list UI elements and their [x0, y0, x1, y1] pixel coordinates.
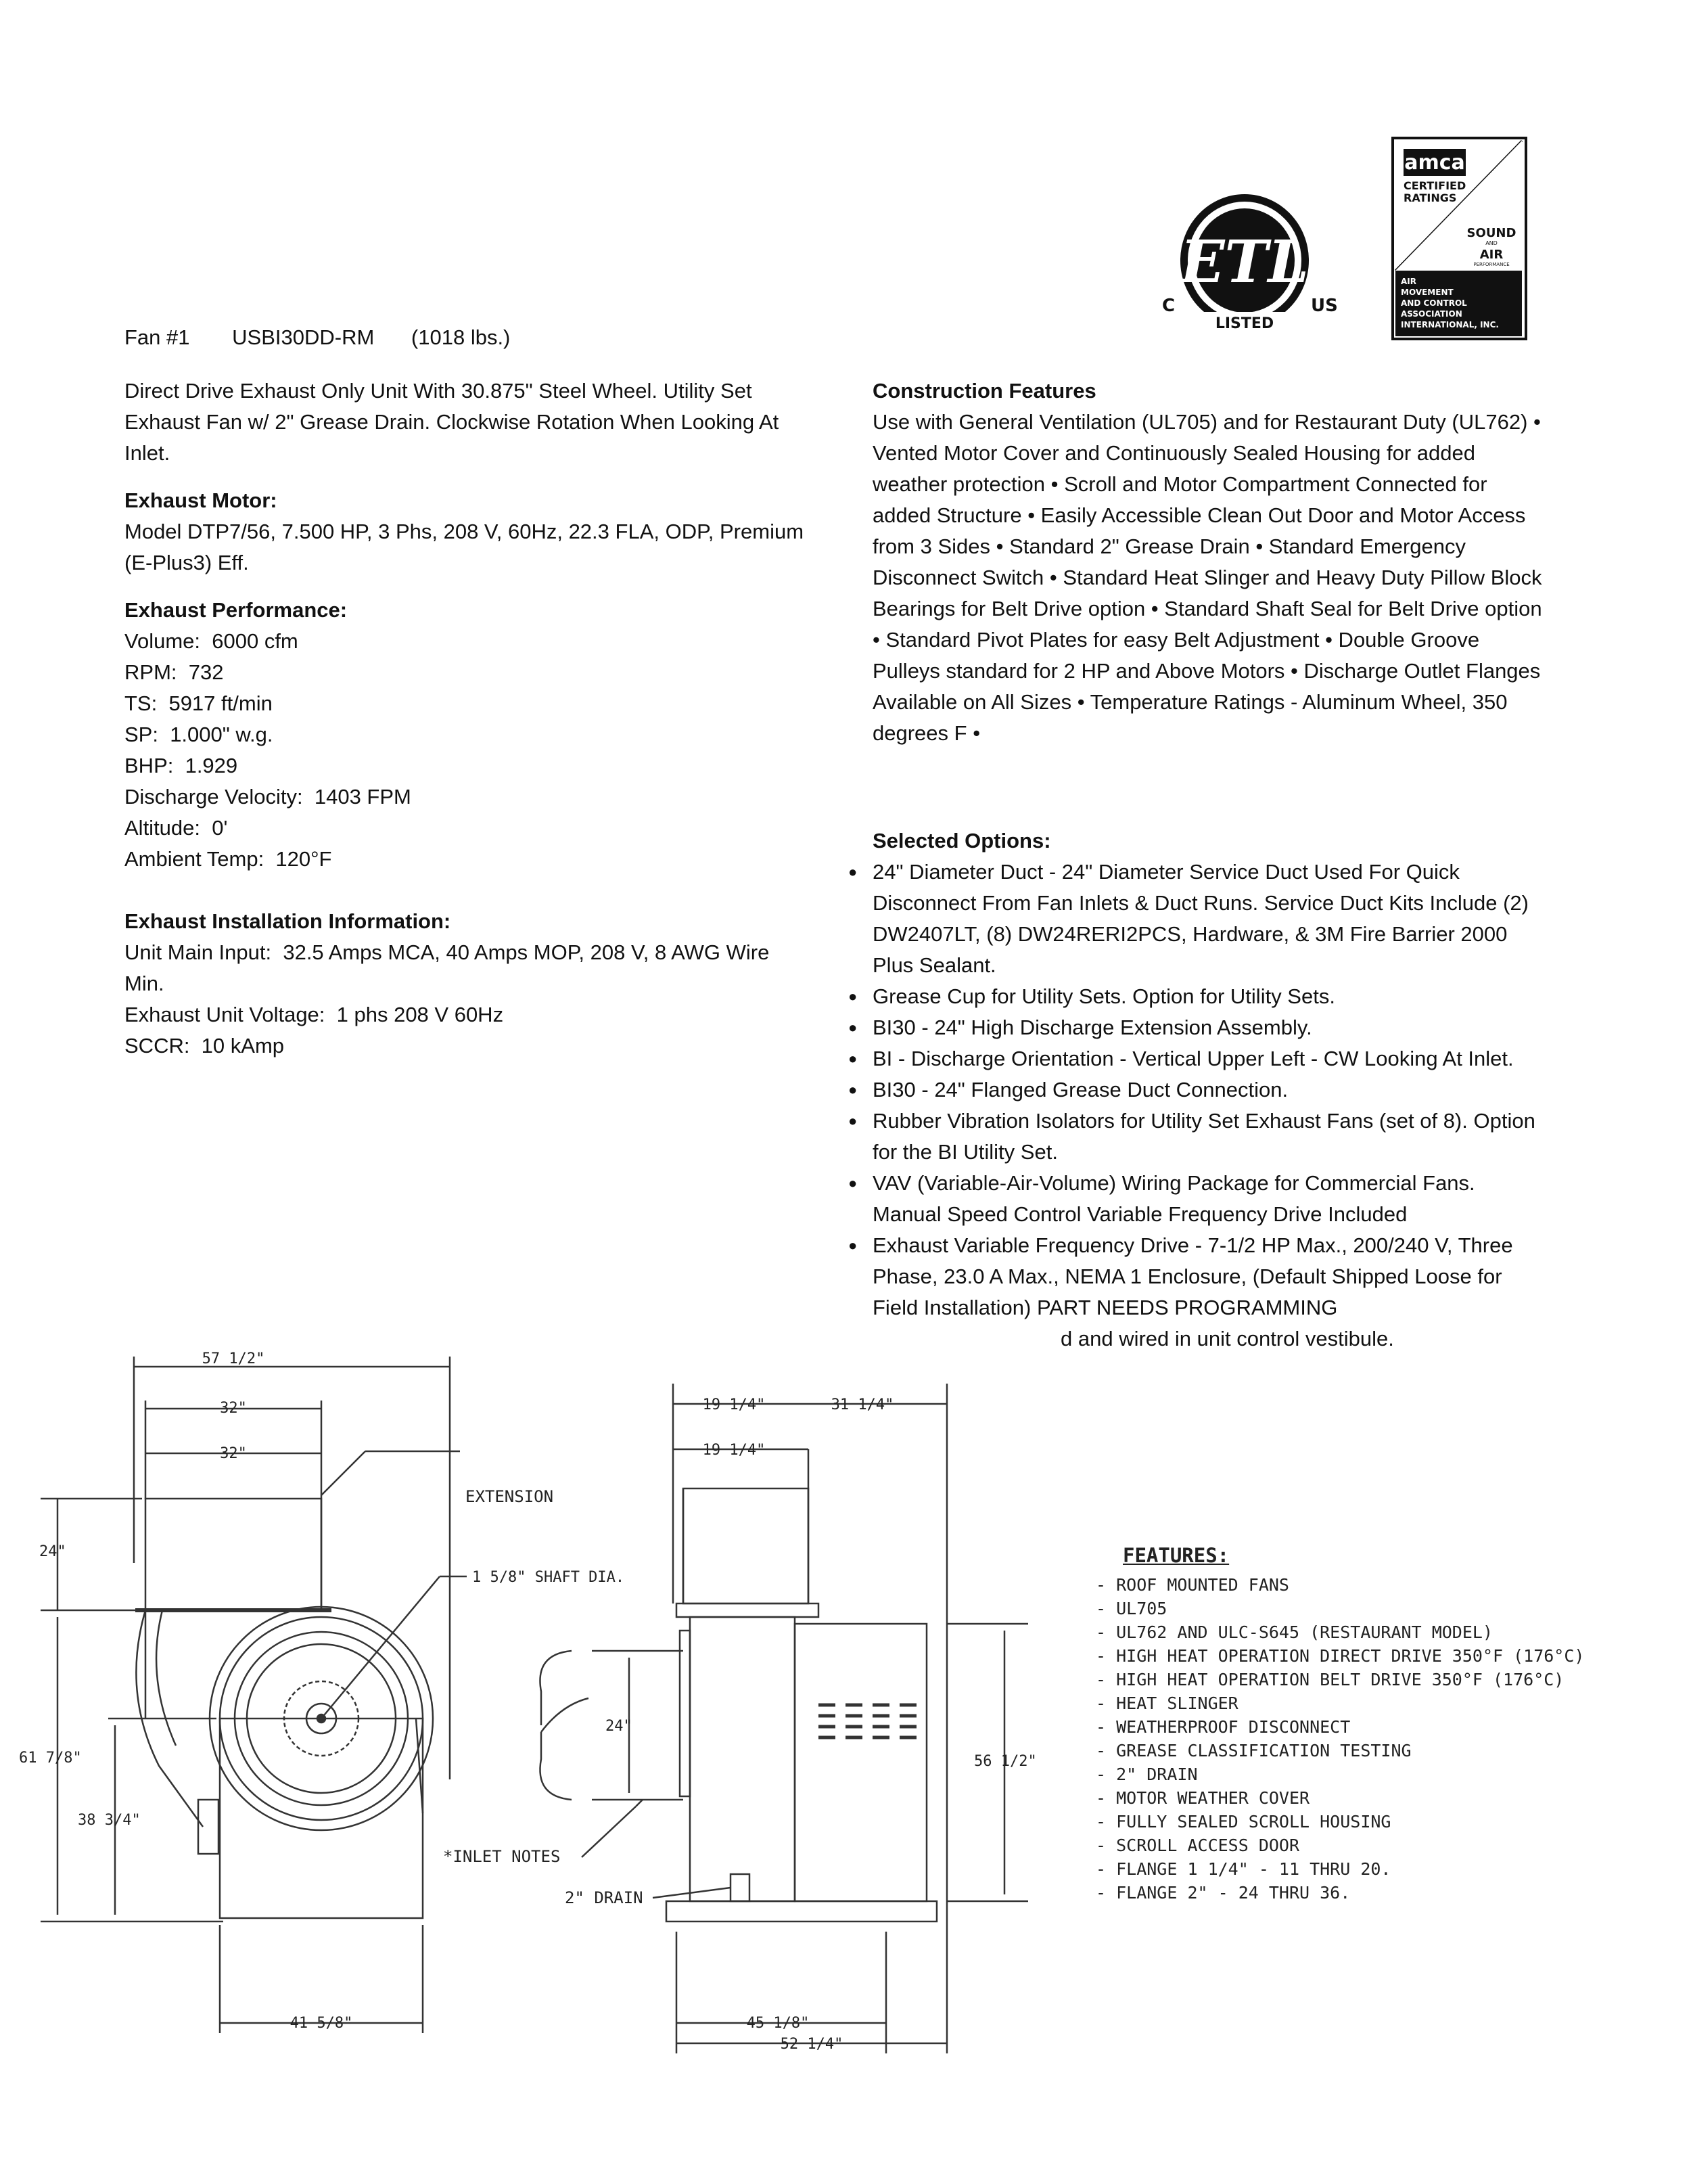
amca-air: AIR: [1479, 248, 1504, 262]
option-item: ● Exhaust Variable Frequency Drive - 7-1/2 HP Max., 200/240 V, Three Phase, 23.0 A Max., NEMA 1 Enclosure, (Default Shipped Loose for Field Installation) PART NEEDS PROGRAMMING: [873, 1230, 1549, 1323]
callout-extension: EXTENSION: [465, 1487, 554, 1506]
etl-listed-logo: [1150, 193, 1353, 342]
install-line: Exhaust Unit Voltage: 1 phs 208 V 60Hz: [124, 1003, 504, 1026]
etl-text: ETL: [1180, 228, 1310, 296]
perf-line: TS: 5917 ft/min: [124, 691, 273, 715]
dim-height-24: 24": [39, 1543, 66, 1560]
dim-side-31: 31 1/4": [831, 1396, 894, 1413]
option-item: ● Grease Cup for Utility Sets. Option for Utility Sets.: [873, 981, 1549, 1012]
option-item: ● Rubber Vibration Isolators for Utility Set Exhaust Fans (set of 8). Option for the BI Utility Set.: [873, 1106, 1549, 1168]
option-item: ● 24" Diameter Duct - 24" Diameter Service Duct Used For Quick Disconnect From Fan Inlets & Duct Runs. Service Duct Kits Include (2) DW2407LT, (8) DW24RERI2PCS, Hardware, & 3M Fire Barrier 2000 Plus Sealant.: [873, 857, 1549, 981]
feature-item: - GREASE CLASSIFICATION TESTING: [1096, 1741, 1412, 1760]
fan-model: USBI30DD-RM: [232, 325, 375, 349]
exhaust-motor-text: Model DTP7/56, 7.500 HP, 3 Phs, 208 V, 60Hz, 22.3 FLA, ODP, Premium (E-Plus3) Eff.: [124, 520, 804, 574]
fan-header: [124, 322, 510, 353]
callout-inlet-notes: *INLET NOTES: [443, 1847, 561, 1866]
perf-line: SP: 1.000" w.g.: [124, 723, 273, 746]
features-title: FEATURES:: [1123, 1544, 1230, 1567]
install-line: Unit Main Input: 32.5 Amps MCA, 40 Amps MOP, 208 V, 8 AWG Wire Min.: [124, 940, 775, 995]
feature-item: - HEAT SLINGER: [1096, 1693, 1238, 1713]
option-item: ● BI30 - 24" High Discharge Extension Assembly.: [873, 1012, 1549, 1043]
exhaust-motor-section: [124, 485, 814, 578]
perf-line: RPM: 732: [124, 660, 224, 684]
feature-item: - HIGH HEAT OPERATION BELT DRIVE 350°F (176°C): [1096, 1670, 1565, 1689]
options-list: [873, 857, 1549, 1323]
feature-item: - WEATHERPROOF DISCONNECT: [1096, 1717, 1351, 1737]
side-vents: [818, 1705, 917, 1737]
amca-assoc-1: AIR: [1401, 277, 1416, 286]
amca-ratings: RATINGS: [1404, 191, 1457, 204]
perf-line: BHP: 1.929: [124, 754, 238, 777]
amca-certified-logo: [1390, 135, 1529, 342]
feature-item: - FLANGE 2" - 24 THRU 36.: [1096, 1883, 1351, 1903]
perf-line: Discharge Velocity: 1403 FPM: [124, 785, 411, 809]
callout-shaft: 1 5/8" SHAFT DIA.: [472, 1569, 625, 1586]
exhaust-performance-heading: Exhaust Performance:: [124, 598, 348, 622]
etl-c-text: C: [1162, 296, 1176, 316]
amca-assoc-3: AND CONTROL: [1401, 298, 1467, 308]
dim-side-56: 56 1/2": [974, 1753, 1037, 1770]
perf-line: Volume: 6000 cfm: [124, 629, 298, 653]
option-item: ● VAV (Variable-Air-Volume) Wiring Package for Commercial Fans. Manual Speed Control Variable Frequency Drive Included: [873, 1168, 1549, 1230]
options-heading: Selected Options:: [873, 829, 1051, 852]
construction-heading: Construction Features: [873, 379, 1096, 403]
dim-side-19a: 19 1/4": [702, 1396, 766, 1413]
feature-item: - 2" DRAIN: [1096, 1765, 1198, 1784]
feature-item: - UL762 AND ULC-S645 (RESTAURANT MODEL): [1096, 1622, 1493, 1642]
perf-line: Ambient Temp: 120°F: [124, 847, 332, 871]
dim-width-32b: 32": [220, 1445, 247, 1462]
fan-label: Fan #1: [124, 325, 190, 349]
amca-assoc-2: MOVEMENT: [1401, 288, 1454, 297]
unit-description: Direct Drive Exhaust Only Unit With 30.875" Steel Wheel. Utility Set Exhaust Fan w/ 2" Grease Drain. Clockwise Rotation When Looking At Inlet.: [124, 379, 779, 465]
exhaust-installation-section: [124, 906, 814, 1062]
exhaust-motor-heading: Exhaust Motor:: [124, 488, 277, 512]
dim-height-total: 61 7/8": [19, 1750, 82, 1767]
feature-item: - FLANGE 1 1/4" - 11 THRU 20.: [1096, 1859, 1391, 1879]
exhaust-installation-heading: Exhaust Installation Information:: [124, 909, 451, 933]
perf-line: Altitude: 0': [124, 816, 228, 840]
feature-item: - SCROLL ACCESS DOOR: [1096, 1836, 1300, 1855]
install-line: SCCR: 10 kAmp: [124, 1034, 285, 1057]
options-section: [873, 825, 1549, 1355]
fan-weight: (1018 lbs.): [411, 325, 511, 349]
etl-us-text: US: [1311, 296, 1338, 316]
etl-listed-text: LISTED: [1215, 315, 1274, 332]
amca-sound: SOUND: [1466, 226, 1516, 240]
amca-assoc-4: ASSOCIATION: [1401, 309, 1462, 319]
option-item: ● BI - Discharge Orientation - Vertical Upper Left - CW Looking At Inlet.: [873, 1043, 1549, 1074]
amca-brand: amca: [1404, 151, 1465, 175]
dim-side-52: 52 1/4": [780, 2036, 843, 2053]
features-block: [1096, 1544, 1677, 1905]
construction-section: [873, 376, 1549, 749]
exhaust-performance-section: [124, 595, 814, 875]
dim-side-45: 45 1/8": [746, 2015, 810, 2032]
option-item: ● BI30 - 24" Flanged Grease Duct Connection.: [873, 1074, 1549, 1106]
feature-item: - UL705: [1096, 1599, 1167, 1618]
dim-width-32a: 32": [220, 1400, 247, 1417]
feature-item: - FULLY SEALED SCROLL HOUSING: [1096, 1812, 1391, 1832]
amca-certified: CERTIFIED: [1404, 179, 1466, 192]
front-view: [41, 1357, 467, 2033]
feature-item: - ROOF MOUNTED FANS: [1096, 1575, 1289, 1595]
amca-assoc-5: INTERNATIONAL, INC.: [1401, 320, 1499, 329]
amca-performance: PERFORMANCE: [1473, 262, 1510, 267]
options-tail: d and wired in unit control vestibule.: [1061, 1327, 1394, 1350]
dim-width-total: 57 1/2": [202, 1350, 265, 1367]
feature-item: - HIGH HEAT OPERATION DIRECT DRIVE 350°F (176°C): [1096, 1646, 1585, 1666]
dim-height-38: 38 3/4": [78, 1812, 141, 1829]
construction-text: Use with General Ventilation (UL705) and for Restaurant Duty (UL762) • Vented Motor Cover and Continuously Sealed Housing for added weather protection • Scroll and Motor Compartment Connected for added Structure • Easily Accessible Clean Out Door and Motor Access from 3 Sides • Standard 2" Grease Drain • Standard Emergency Disconnect Switch • Standard Heat Slinger and Heavy Duty Pillow Block Bearings for Belt Drive option • Standard Shaft Seal for Belt Drive option • Standard Pivot Plates for easy Belt Adjustment • Double Groove Pulleys standard for 2 HP and Above Motors • Discharge Outlet Flanges Available on All Sizes • Temperature Ratings - Aluminum Wheel, 350 degrees F •: [873, 410, 1542, 745]
dim-base-41: 41 5/8": [289, 2015, 353, 2032]
left-column: [124, 376, 814, 1062]
callout-drain: 2" DRAIN: [565, 1888, 643, 1907]
dim-side-19b: 19 1/4": [702, 1442, 766, 1459]
amca-and: AND: [1485, 240, 1498, 246]
dim-inlet-24: 24": [605, 1718, 632, 1735]
feature-item: - MOTOR WEATHER COVER: [1096, 1788, 1310, 1808]
